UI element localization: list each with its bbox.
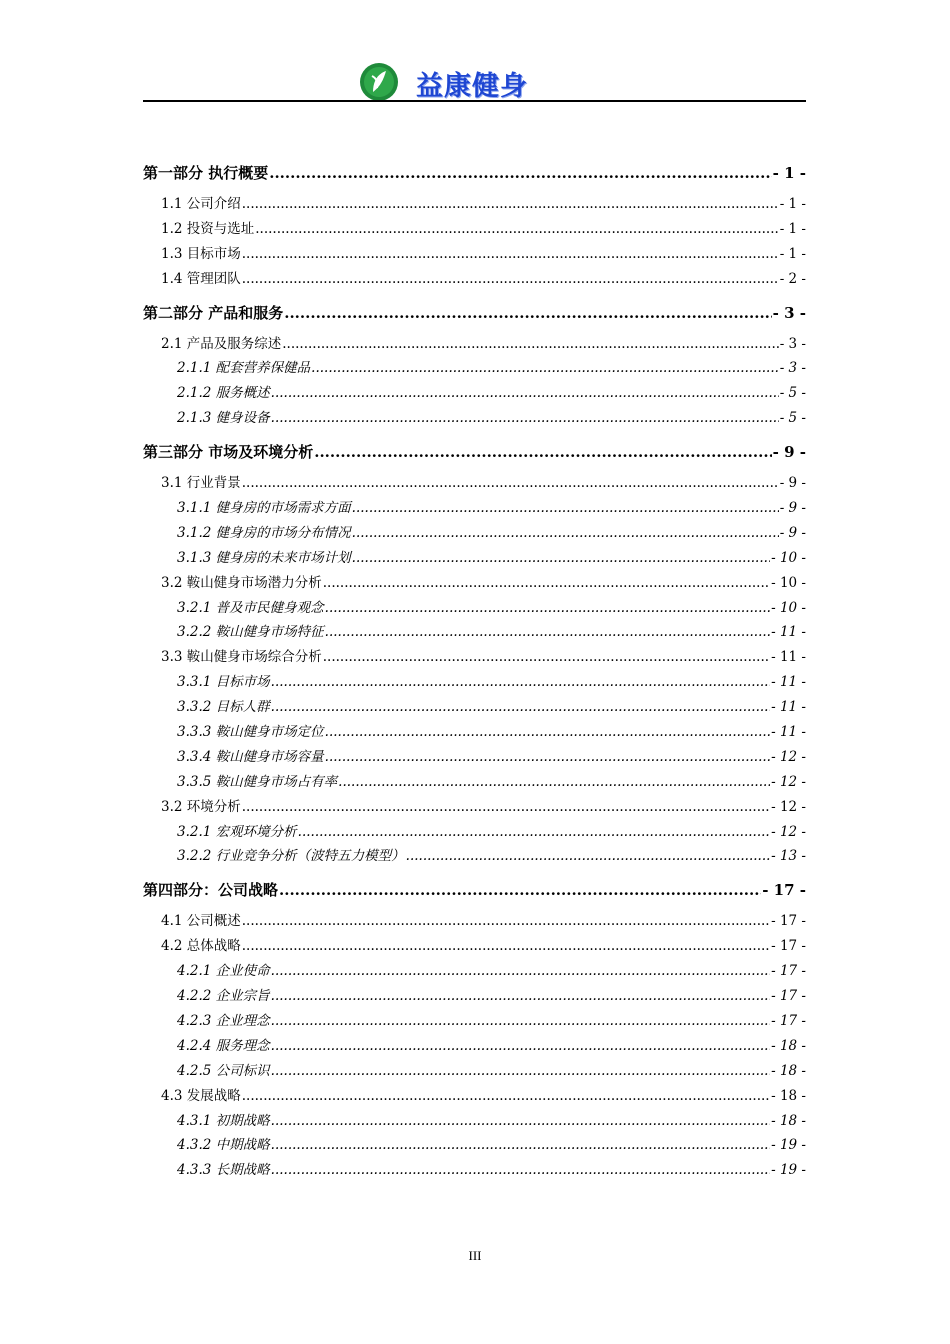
- toc-entry-page: - 17 -: [762, 881, 806, 900]
- toc-entry-page: - 12 -: [771, 773, 806, 790]
- toc-entry-page: - 5 -: [779, 410, 806, 427]
- toc-leader-dots: [271, 1034, 770, 1059]
- toc-leader-dots: [271, 1109, 770, 1134]
- toc-entry-page: - 9 -: [779, 475, 806, 492]
- toc-leader-dots: [325, 596, 770, 621]
- toc-entry-label: 4.2 总体战略: [161, 938, 241, 955]
- toc-entry-label: 3.1.2 健身房的市场分布情况: [177, 524, 351, 541]
- toc-entry-label: 3.2 环境分析: [161, 798, 241, 815]
- toc-entry-page: - 1 -: [772, 164, 806, 182]
- toc-entry-label: 第三部分 市场及环境分析: [143, 443, 314, 462]
- toc-leader-dots: [323, 571, 770, 596]
- toc-entry-label: 3.2.1 宏观环境分析: [177, 823, 297, 840]
- toc-entry-label: 第四部分：公司战略: [143, 881, 279, 900]
- toc-leader-dots: [269, 158, 771, 188]
- toc-leader-dots: [325, 745, 770, 770]
- toc-entry-label: 4.3.1 初期战略: [177, 1112, 270, 1129]
- toc-entry-label: 4.3.3 长期战略: [177, 1162, 270, 1179]
- toc-entry-page: - 18 -: [771, 1062, 806, 1079]
- toc-entry-page: - 18 -: [771, 1112, 806, 1129]
- toc-entry-label: 3.3.3 鞍山健身市场定位: [177, 724, 324, 741]
- toc-entry-label: 3.2.2 行业竞争分析（波特五力模型）: [177, 848, 405, 865]
- toc-entry-label: 2.1.1 配套营养保健品: [177, 360, 311, 377]
- toc-entry-label: 2.1 产品及服务综述: [161, 335, 282, 352]
- toc-leader-dots: [271, 406, 779, 431]
- toc-subsection-entry[interactable]: [143, 620, 806, 645]
- toc-entry-label: 2.1.3 健身设备: [177, 410, 270, 427]
- toc-entry-page: - 17 -: [771, 938, 806, 955]
- toc-leader-dots: [279, 875, 761, 905]
- toc-subsection-entry[interactable]: [143, 770, 806, 795]
- toc-entry-page: - 5 -: [779, 385, 806, 402]
- toc-section-entry[interactable]: [143, 192, 806, 217]
- toc-leader-dots: [271, 1133, 770, 1158]
- toc-entry-label: 4.3 发展战略: [161, 1087, 241, 1104]
- toc-entry-label: 3.1.3 健身房的未来市场计划: [177, 549, 351, 566]
- toc-entry-page: - 10 -: [771, 574, 806, 591]
- toc-entry-label: 3.1 行业背景: [161, 475, 241, 492]
- toc-part-entry[interactable]: [143, 298, 806, 332]
- toc-entry-page: - 1 -: [779, 196, 806, 212]
- page-header: [143, 58, 806, 102]
- toc-entry-page: - 10 -: [771, 599, 806, 616]
- toc-leader-dots: [325, 620, 770, 645]
- toc-entry-label: 3.2.2 鞍山健身市场特征: [177, 624, 324, 641]
- toc-entry-page: - 12 -: [771, 798, 806, 815]
- toc-leader-dots: [338, 770, 770, 795]
- toc-entry-page: - 17 -: [771, 913, 806, 930]
- toc-entry-page: - 19 -: [771, 1137, 806, 1154]
- toc-section-entry[interactable]: [143, 1084, 806, 1109]
- toc-leader-dots: [314, 437, 771, 467]
- toc-entry-page: - 10 -: [771, 549, 806, 566]
- leaf-logo-icon: [359, 62, 399, 102]
- toc-leader-dots: [242, 909, 770, 934]
- brand-title: 益康健身: [416, 71, 528, 102]
- toc-entry-label: 4.2.4 服务理念: [177, 1037, 270, 1054]
- toc-entry-label: 3.3 鞍山健身市场综合分析: [161, 649, 322, 666]
- toc-subsection-entry[interactable]: [143, 1034, 806, 1059]
- toc-entry-page: - 17 -: [771, 1012, 806, 1029]
- toc-entry-page: - 1 -: [779, 220, 806, 237]
- toc-subsection-entry[interactable]: [143, 496, 806, 521]
- toc-entry-label: 3.3.1 目标市场: [177, 674, 270, 691]
- toc-section-entry[interactable]: [143, 934, 806, 959]
- toc-entry-page: - 2 -: [779, 270, 806, 287]
- toc-leader-dots: [242, 267, 779, 292]
- toc-section-entry[interactable]: [143, 909, 806, 934]
- toc-subsection-entry[interactable]: [143, 820, 806, 845]
- toc-leader-dots: [298, 820, 770, 845]
- toc-subsection-entry[interactable]: [143, 596, 806, 621]
- toc-subsection-entry[interactable]: [143, 745, 806, 770]
- toc-entry-label: 第一部分 执行概要: [143, 164, 269, 182]
- toc-leader-dots: [284, 298, 771, 328]
- toc-entry-page: - 3 -: [779, 335, 806, 352]
- page-number: III: [468, 1248, 482, 1263]
- toc-entry-page: - 1 -: [779, 245, 806, 262]
- toc-leader-dots: [323, 645, 770, 670]
- toc-leader-dots: [406, 844, 770, 869]
- toc-leader-dots: [271, 670, 770, 695]
- toc-entry-label: 1.3 目标市场: [161, 245, 241, 262]
- toc-entry-label: 3.3.2 目标人群: [177, 699, 270, 716]
- toc-subsection-entry[interactable]: [143, 670, 806, 695]
- toc-section-entry[interactable]: [143, 645, 806, 670]
- toc-entry-label: 4.2.3 企业理念: [177, 1012, 270, 1029]
- toc-leader-dots: [242, 795, 770, 820]
- toc-subsection-entry[interactable]: [143, 959, 806, 984]
- toc-leader-dots: [242, 192, 779, 217]
- toc-section-entry[interactable]: [143, 795, 806, 820]
- header-divider: [143, 100, 806, 102]
- toc-leader-dots: [282, 332, 778, 357]
- toc-section-entry[interactable]: [143, 471, 806, 496]
- toc-section-entry[interactable]: [143, 267, 806, 292]
- toc-entry-page: - 3 -: [779, 360, 806, 377]
- toc-subsection-entry[interactable]: [143, 1059, 806, 1084]
- toc-leader-dots: [271, 1059, 770, 1084]
- toc-section-entry[interactable]: [143, 242, 806, 267]
- toc-entry-label: 4.1 公司概述: [161, 913, 241, 930]
- toc-part-entry[interactable]: [143, 437, 806, 471]
- table-of-contents: [143, 158, 806, 1183]
- toc-entry-label: 1.1 公司介绍: [161, 196, 241, 212]
- toc-subsection-entry[interactable]: [143, 1158, 806, 1183]
- toc-leader-dots: [242, 1084, 770, 1109]
- toc-entry-label: 2.1.2 服务概述: [177, 385, 270, 402]
- toc-entry-label: 1.2 投资与选址: [161, 220, 255, 237]
- toc-entry-page: - 17 -: [771, 988, 806, 1005]
- toc-leader-dots: [271, 1009, 770, 1034]
- toc-entry-label: 3.3.5 鞍山健身市场占有率: [177, 773, 338, 790]
- toc-leader-dots: [271, 1158, 770, 1183]
- toc-part-entry[interactable]: [143, 875, 806, 909]
- toc-entry-label: 4.2.2 企业宗旨: [177, 988, 270, 1005]
- toc-part-entry[interactable]: [143, 158, 806, 192]
- toc-entry-page: - 17 -: [771, 963, 806, 980]
- toc-subsection-entry[interactable]: [143, 844, 806, 869]
- toc-entry-label: 3.1.1 健身房的市场需求方面: [177, 500, 351, 517]
- toc-entry-label: 3.2 鞍山健身市场潜力分析: [161, 574, 322, 591]
- toc-entry-label: 4.2.5 公司标识: [177, 1062, 270, 1079]
- toc-entry-label: 第二部分 产品和服务: [143, 303, 284, 322]
- toc-leader-dots: [271, 695, 770, 720]
- toc-leader-dots: [271, 959, 770, 984]
- toc-entry-page: - 9 -: [779, 500, 806, 517]
- toc-entry-page: - 3 -: [772, 303, 806, 322]
- toc-entry-page: - 12 -: [771, 748, 806, 765]
- toc-leader-dots: [271, 381, 779, 406]
- toc-entry-page: - 11 -: [771, 649, 806, 666]
- toc-leader-dots: [325, 720, 770, 745]
- toc-section-entry[interactable]: [143, 332, 806, 357]
- toc-entry-label: 4.2.1 企业使命: [177, 963, 270, 980]
- toc-entry-page: - 11 -: [771, 699, 806, 716]
- toc-entry-page: - 19 -: [771, 1162, 806, 1179]
- toc-leader-dots: [311, 356, 779, 381]
- toc-subsection-entry[interactable]: [143, 381, 806, 406]
- toc-leader-dots: [352, 546, 770, 571]
- toc-entry-label: 3.3.4 鞍山健身市场容量: [177, 748, 324, 765]
- toc-entry-page: - 13 -: [771, 848, 806, 865]
- toc-subsection-entry[interactable]: [143, 546, 806, 571]
- toc-leader-dots: [352, 496, 779, 521]
- toc-entry-page: - 11 -: [771, 624, 806, 641]
- toc-entry-page: - 9 -: [772, 443, 806, 462]
- toc-entry-page: - 18 -: [771, 1037, 806, 1054]
- toc-entry-page: - 9 -: [779, 524, 806, 541]
- toc-leader-dots: [255, 217, 778, 242]
- toc-subsection-entry[interactable]: [143, 1133, 806, 1158]
- toc-subsection-entry[interactable]: [143, 521, 806, 546]
- toc-subsection-entry[interactable]: [143, 356, 806, 381]
- toc-entry-label: 4.3.2 中期战略: [177, 1137, 270, 1154]
- toc-subsection-entry[interactable]: [143, 720, 806, 745]
- toc-section-entry[interactable]: [143, 217, 806, 242]
- toc-section-entry[interactable]: [143, 571, 806, 596]
- toc-leader-dots: [242, 934, 770, 959]
- toc-entry-page: - 11 -: [771, 674, 806, 691]
- toc-leader-dots: [271, 984, 770, 1009]
- toc-entry-label: 1.4 管理团队: [161, 270, 241, 287]
- toc-subsection-entry[interactable]: [143, 406, 806, 431]
- toc-leader-dots: [242, 242, 779, 267]
- toc-entry-label: 3.2.1 普及市民健身观念: [177, 599, 324, 616]
- toc-subsection-entry[interactable]: [143, 1009, 806, 1034]
- toc-subsection-entry[interactable]: [143, 1109, 806, 1134]
- toc-entry-page: - 11 -: [771, 724, 806, 741]
- toc-entry-page: - 12 -: [771, 823, 806, 840]
- toc-entry-page: - 18 -: [771, 1087, 806, 1104]
- toc-subsection-entry[interactable]: [143, 984, 806, 1009]
- toc-leader-dots: [242, 471, 779, 496]
- toc-leader-dots: [352, 521, 779, 546]
- toc-subsection-entry[interactable]: [143, 695, 806, 720]
